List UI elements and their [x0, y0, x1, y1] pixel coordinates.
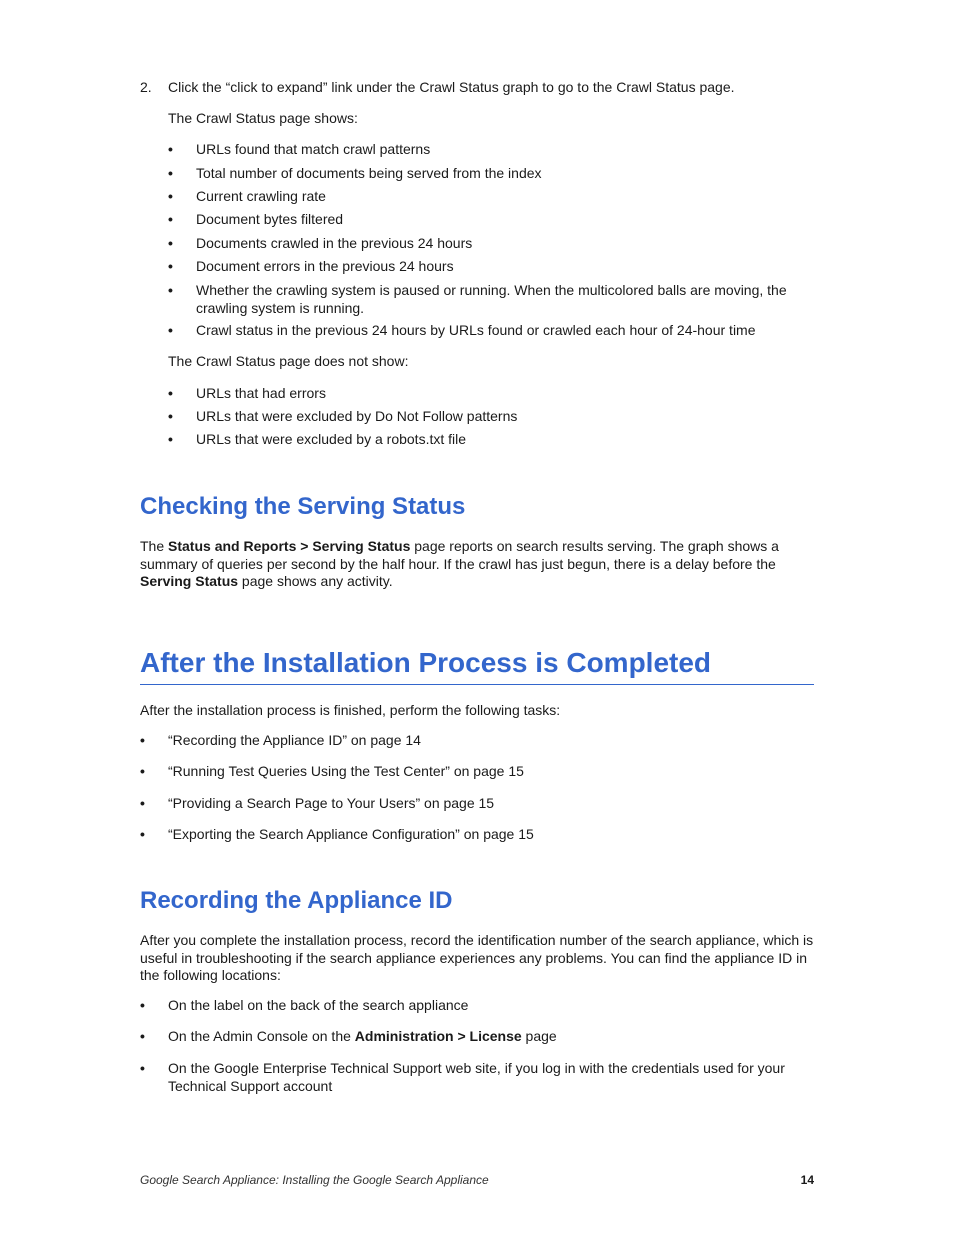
after-intro: After the installation process is finished, perform the following tasks: [140, 702, 561, 718]
cross-reference-link[interactable]: “Recording the Appliance ID” on page 14 [168, 732, 421, 748]
cross-reference-link[interactable]: “Providing a Search Page to Your Users” on page 15 [168, 795, 495, 811]
section-heading-recording: Recording the Appliance ID [140, 887, 453, 914]
recording-intro: After you complete the installation process, record the identification number of the search appliance, which is useful in troubleshooting if the search appliance experiences any problems. You can find the appliance ID in the following locations: [140, 932, 814, 983]
step-text: Click the “click to expand” link under the Crawl Status graph to go to the Crawl Status page. [168, 79, 735, 95]
shows-intro: The Crawl Status page shows: [168, 110, 358, 126]
heading-rule [140, 684, 814, 685]
bullet-icon: • [140, 1028, 145, 1044]
bullet-icon: • [168, 165, 173, 181]
bullet-icon: • [140, 732, 145, 748]
cross-reference-link[interactable]: “Running Test Queries Using the Test Center” on page 15 [168, 763, 524, 779]
page-number: 14 [800, 1173, 814, 1187]
bullet-icon: • [140, 795, 145, 811]
serving-paragraph: The Status and Reports > Serving Status page reports on search results serving. The graph shows a summary of queries per second by the half hour. If the crawl has just begun, there is a delay before the Serving Status page shows any activity. [140, 538, 779, 589]
step-number: 2. [140, 79, 152, 95]
bullet-icon: • [140, 763, 145, 779]
bullet-icon: • [140, 997, 145, 1013]
not-show-intro: The Crawl Status page does not show: [168, 353, 409, 369]
bullet-icon: • [168, 211, 173, 227]
bullet-icon: • [168, 322, 173, 338]
bullet-icon: • [168, 258, 173, 274]
bullet-icon: • [168, 188, 173, 204]
bullet-icon: • [140, 1060, 145, 1076]
bullet-icon: • [168, 385, 173, 401]
footer-title: Google Search Appliance: Installing the Google Search Appliance [140, 1173, 489, 1187]
cross-reference-link[interactable]: “Exporting the Search Appliance Configuration” on page 15 [168, 826, 534, 842]
bullet-icon: • [140, 826, 145, 842]
bullet-icon: • [168, 282, 173, 298]
bullet-icon: • [168, 431, 173, 447]
bullet-icon: • [168, 235, 173, 251]
bullet-icon: • [168, 408, 173, 424]
chapter-heading-after-install: After the Installation Process is Completed [140, 647, 712, 678]
section-heading-serving: Checking the Serving Status [140, 493, 466, 520]
bullet-icon: • [168, 141, 173, 157]
